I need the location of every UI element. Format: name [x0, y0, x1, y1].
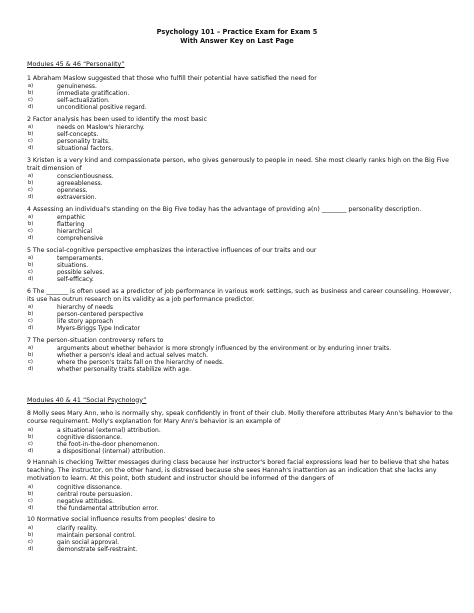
answer-options	[27, 255, 457, 283]
question-text: 7 The person-situation controversy refers to	[27, 336, 164, 344]
answer-option	[27, 180, 457, 187]
option-text: situations.	[57, 262, 89, 269]
question-text: 2 Factor analysis has been used to identify the most basic	[27, 115, 208, 123]
option-text: where the person's traits fall on the hierarchy of needs.	[57, 359, 224, 366]
option-text: temperaments.	[57, 255, 104, 262]
option-text: demonstrate self-restraint.	[57, 545, 138, 553]
option-text: cognitive dissonance.	[57, 433, 122, 441]
option-letter: c)	[28, 138, 33, 144]
option-text: self-concepts.	[57, 131, 99, 138]
option-text: possible selves.	[57, 269, 105, 276]
question-text: 5 The social-cognitive perspective emphasizes the interactive influences of our traits and our	[27, 246, 317, 254]
option-letter: b)	[28, 90, 34, 96]
answer-option	[27, 427, 457, 434]
question	[27, 116, 457, 153]
question-text: 1 Abraham Maslow suggested that those who fulfill their potential have satisfied the need for	[27, 74, 317, 82]
option-letter: b)	[28, 490, 34, 497]
option-letter: b)	[28, 433, 34, 440]
answer-option	[27, 269, 457, 276]
option-letter: a)	[28, 124, 34, 130]
option-text: gain social approval.	[57, 538, 119, 546]
answer-option	[27, 235, 457, 242]
section-title: Modules 45 & 46 “Personality”	[27, 60, 125, 68]
option-letter: d)	[28, 545, 34, 552]
section-title: Modules 40 & 41 “Social Psychology”	[27, 395, 147, 404]
answer-option	[27, 194, 457, 201]
question	[27, 459, 457, 512]
option-text: self-efficacy.	[57, 276, 94, 283]
option-text: agreeableness.	[57, 180, 103, 187]
answer-options	[27, 525, 457, 553]
option-letter: d)	[28, 104, 34, 110]
question-text: 8 Molly sees Mary Ann, who is normally shy, speak confidently in front of their club. Molly therefore attributes Mary Ann's behavior to the course requirement. Molly's explanation for Mary Ann's behavior is an example of	[27, 410, 453, 425]
option-letter: a)	[28, 83, 34, 89]
answer-option	[27, 104, 457, 111]
option-letter: b)	[28, 311, 34, 317]
answer-option	[27, 525, 457, 532]
option-text: arguments about whether behavior is more strongly influenced by the environment or by enduring inner traits.	[57, 345, 392, 352]
option-text: the foot-in-the-door phenomenon.	[57, 440, 160, 448]
option-text: situational factors.	[57, 145, 113, 152]
option-letter: d)	[28, 194, 34, 200]
option-letter: a)	[28, 214, 34, 220]
option-letter: d)	[28, 366, 34, 372]
option-text: unconditional positive regard.	[57, 104, 147, 111]
option-letter: c)	[28, 97, 33, 103]
answer-options	[27, 345, 457, 373]
option-letter: d)	[28, 235, 34, 241]
option-letter: a)	[28, 255, 34, 261]
option-text: genuineness.	[57, 83, 97, 90]
option-text: personality traits.	[57, 138, 110, 145]
question-text: 10 Normative social influence results from peoples' desire to	[27, 516, 216, 523]
question-text: 6 The _______ is often used as a predictor of job performance in various work settings, such as business and career counseling. However, its use has outrun research on its validity as a job performance predictor.	[27, 287, 452, 303]
option-text: the fundamental attribution error.	[57, 504, 159, 512]
answer-option	[27, 228, 457, 235]
answer-options	[27, 304, 457, 332]
question	[27, 516, 457, 553]
answer-option	[27, 214, 457, 221]
option-text: flattering	[57, 221, 85, 228]
option-letter: d)	[28, 504, 34, 511]
answer-option	[27, 255, 457, 262]
option-text: hierarchy of needs	[57, 304, 114, 311]
exam-subtitle: With Answer Key on Last Page	[180, 36, 294, 45]
question	[27, 75, 457, 112]
option-letter: c)	[28, 318, 33, 324]
exam-header	[0, 0, 474, 45]
option-letter: a)	[28, 345, 34, 351]
option-letter: c)	[28, 359, 33, 365]
option-letter: c)	[28, 497, 33, 504]
option-letter: d)	[28, 276, 34, 282]
section-spacer	[27, 378, 457, 396]
answer-option	[27, 325, 457, 332]
answer-option	[27, 311, 457, 318]
answer-option	[27, 491, 457, 498]
option-text: immediate gratification.	[57, 90, 130, 97]
option-letter: a)	[28, 173, 34, 179]
question-text: 3 Kristen is a very kind and compassionate person, who gives generously to people in need. She most clearly ranks high on the Big Five trait dimension of	[27, 156, 449, 172]
option-text: maintain personal control.	[57, 531, 136, 539]
option-letter: c)	[28, 440, 33, 447]
option-letter: a)	[28, 483, 34, 490]
option-text: Myers-Briggs Type Indicator	[57, 325, 141, 332]
option-text: a dispositional (internal) attribution.	[57, 447, 166, 455]
option-letter: a)	[28, 426, 34, 433]
option-text: empathic	[57, 214, 86, 221]
option-text: a situational (external) attribution.	[57, 426, 161, 434]
answer-option	[27, 221, 457, 228]
question	[27, 247, 457, 284]
answer-option	[27, 173, 457, 180]
answer-option	[27, 97, 457, 104]
answer-option	[27, 262, 457, 269]
option-letter: c)	[28, 187, 33, 193]
question-text: 4 Assessing an individual's standing on the Big Five today has the advantage of providing a(n) ________ personality description.	[27, 205, 422, 213]
option-letter: b)	[28, 531, 34, 538]
option-text: life story approach	[57, 318, 114, 325]
answer-option	[27, 366, 457, 373]
option-text: clarify reality.	[57, 524, 98, 532]
answer-options	[27, 173, 457, 201]
option-text: hierarchical	[57, 228, 93, 235]
exam-content	[27, 60, 457, 557]
answer-option	[27, 441, 457, 448]
option-letter: c)	[28, 269, 33, 275]
answer-option	[27, 434, 457, 441]
answer-options	[27, 214, 457, 242]
answer-option	[27, 352, 457, 359]
answer-option	[27, 187, 457, 194]
option-text: openness.	[57, 187, 88, 194]
answer-option	[27, 318, 457, 325]
option-letter: c)	[28, 228, 33, 234]
answer-options	[27, 484, 457, 512]
answer-option	[27, 532, 457, 539]
option-text: whether a person's ideal and actual selves match.	[57, 352, 209, 359]
answer-option	[27, 83, 457, 90]
option-text: central route persuasion.	[57, 490, 133, 498]
answer-options	[27, 427, 457, 455]
option-text: needs on Maslow's hierarchy.	[57, 124, 145, 131]
answer-option	[27, 448, 457, 455]
answer-options	[27, 83, 457, 111]
option-letter: c)	[28, 538, 33, 545]
option-text: negative attitudes.	[57, 497, 114, 505]
option-letter: d)	[28, 325, 34, 331]
answer-option	[27, 138, 457, 145]
option-text: whether personality traits stabilize with age.	[57, 366, 191, 373]
option-letter: b)	[28, 262, 34, 268]
answer-option	[27, 498, 457, 505]
answer-option	[27, 90, 457, 97]
answer-option	[27, 304, 457, 311]
question	[27, 410, 457, 455]
option-letter: b)	[28, 180, 34, 186]
answer-option	[27, 276, 457, 283]
option-letter: a)	[28, 304, 34, 310]
option-text: self-actualization.	[57, 97, 110, 104]
answer-options	[27, 124, 457, 152]
option-text: extraversion.	[57, 194, 97, 201]
option-text: cognitive dissonance.	[57, 483, 122, 491]
question	[27, 157, 457, 202]
answer-option	[27, 145, 457, 152]
answer-option	[27, 546, 457, 553]
answer-option	[27, 131, 457, 138]
option-text: person-centered perspective	[57, 311, 144, 318]
option-text: conscientiousness.	[57, 173, 114, 180]
answer-option	[27, 124, 457, 131]
answer-option	[27, 345, 457, 352]
option-letter: a)	[28, 524, 34, 531]
option-letter: d)	[28, 145, 34, 151]
option-letter: b)	[28, 221, 34, 227]
answer-option	[27, 539, 457, 546]
answer-option	[27, 359, 457, 366]
question	[27, 337, 457, 374]
option-letter: d)	[28, 447, 34, 454]
answer-option	[27, 484, 457, 491]
option-letter: b)	[28, 352, 34, 358]
option-letter: b)	[28, 131, 34, 137]
question	[27, 288, 457, 333]
answer-option	[27, 505, 457, 512]
question-text: 9 Hannah is checking Twitter messages during class because her instructor's bored facial expressions lead her to believe that she hates teaching. The instructor, on the other hand, is distressed because she sees Hannah's inattention as an indication that she lacks any motivation to learn. At this point, both student and instructor should be informed of the dangers of	[27, 459, 449, 482]
question	[27, 206, 457, 243]
option-text: comprehensive	[57, 235, 103, 242]
exam-title: Psychology 101 – Practice Exam for Exam 5	[156, 28, 318, 36]
